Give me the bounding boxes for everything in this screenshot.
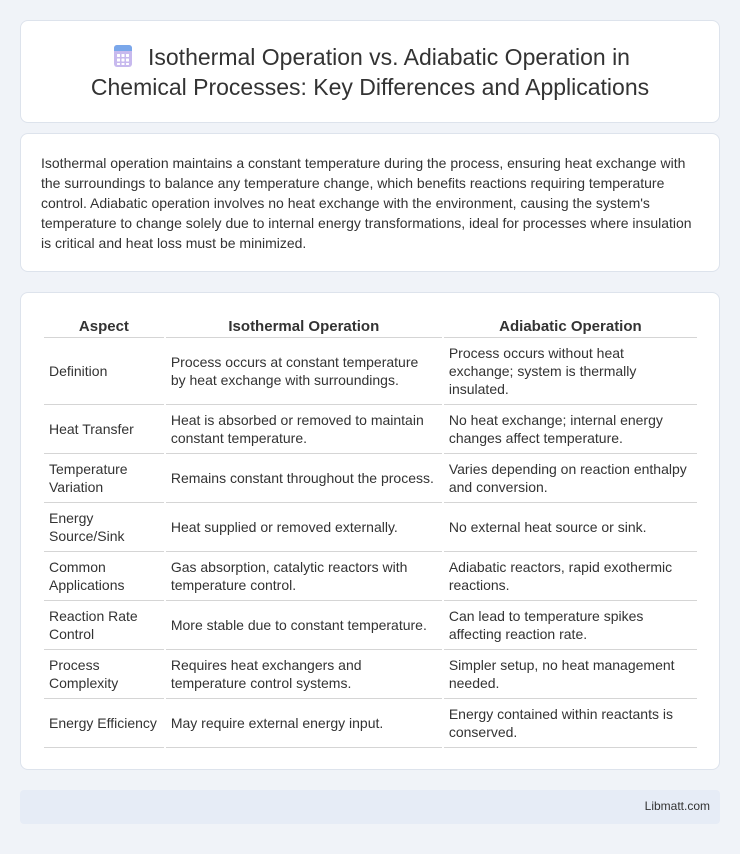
footer [20,790,720,824]
header-isothermal: Isothermal Operation [166,314,442,338]
table-row [44,601,697,650]
table-row [44,650,697,699]
page-title [61,42,679,102]
cell-adiabatic: Varies depending on reaction enthalpy and conversion. [444,454,697,503]
cell-isothermal: Gas absorption, catalytic reactors with temperature control. [166,552,442,601]
table-row [44,699,697,748]
table-row [44,405,697,454]
cell-isothermal: More stable due to constant temperature. [166,601,442,650]
table-row [44,503,697,552]
table-row [44,552,697,601]
header-aspect: Aspect [44,314,164,338]
cell-adiabatic: No heat exchange; internal energy changes affect temperature. [444,405,697,454]
cell-adiabatic: Adiabatic reactors, rapid exothermic reactions. [444,552,697,601]
cell-adiabatic: Process occurs without heat exchange; system is thermally insulated. [444,338,697,405]
cell-isothermal: Heat is absorbed or removed to maintain constant temperature. [166,405,442,454]
cell-adiabatic: No external heat source or sink. [444,503,697,552]
cell-aspect: Common Applications [44,552,164,601]
cell-aspect: Energy Source/Sink [44,503,164,552]
cell-adiabatic: Can lead to temperature spikes affecting reaction rate. [444,601,697,650]
table-row [44,338,697,405]
header-adiabatic: Adiabatic Operation [444,314,697,338]
comparison-table [42,314,699,748]
summary-text: Isothermal operation maintains a constant temperature during the process, ensuring heat exchange with the surroundings to balance any temperature change, which benefits reactions requiring temperature control. Adiabatic operation involves no heat exchange with the environment, causing the system's temperature to change solely due to internal energy transformations, ideal for processes where insulation is critical and heat loss must be minimized. [41,155,692,251]
table-row [44,454,697,503]
cell-aspect: Heat Transfer [44,405,164,454]
page-title-text: Isothermal Operation vs. Adiabatic Operation in Chemical Processes: Key Differences and Applications [90,44,650,100]
cell-isothermal: May require external energy input. [166,699,442,748]
footer-brand-link[interactable]: Libmatt.com [644,799,710,813]
cell-adiabatic: Simpler setup, no heat management needed. [444,650,697,699]
cell-aspect: Temperature Variation [44,454,164,503]
cell-aspect: Reaction Rate Control [44,601,164,650]
cell-aspect: Energy Efficiency [44,699,164,748]
comparison-card [20,292,720,770]
calculator-icon [110,43,136,69]
cell-isothermal: Heat supplied or removed externally. [166,503,442,552]
table-header-row [44,314,697,338]
cell-adiabatic: Energy contained within reactants is conserved. [444,699,697,748]
cell-aspect: Process Complexity [44,650,164,699]
cell-aspect: Definition [44,338,164,405]
cell-isothermal: Requires heat exchangers and temperature control systems. [166,650,442,699]
cell-isothermal: Process occurs at constant temperature by heat exchange with surroundings. [166,338,442,405]
summary-card [20,133,720,272]
cell-isothermal: Remains constant throughout the process. [166,454,442,503]
header-card [20,20,720,123]
